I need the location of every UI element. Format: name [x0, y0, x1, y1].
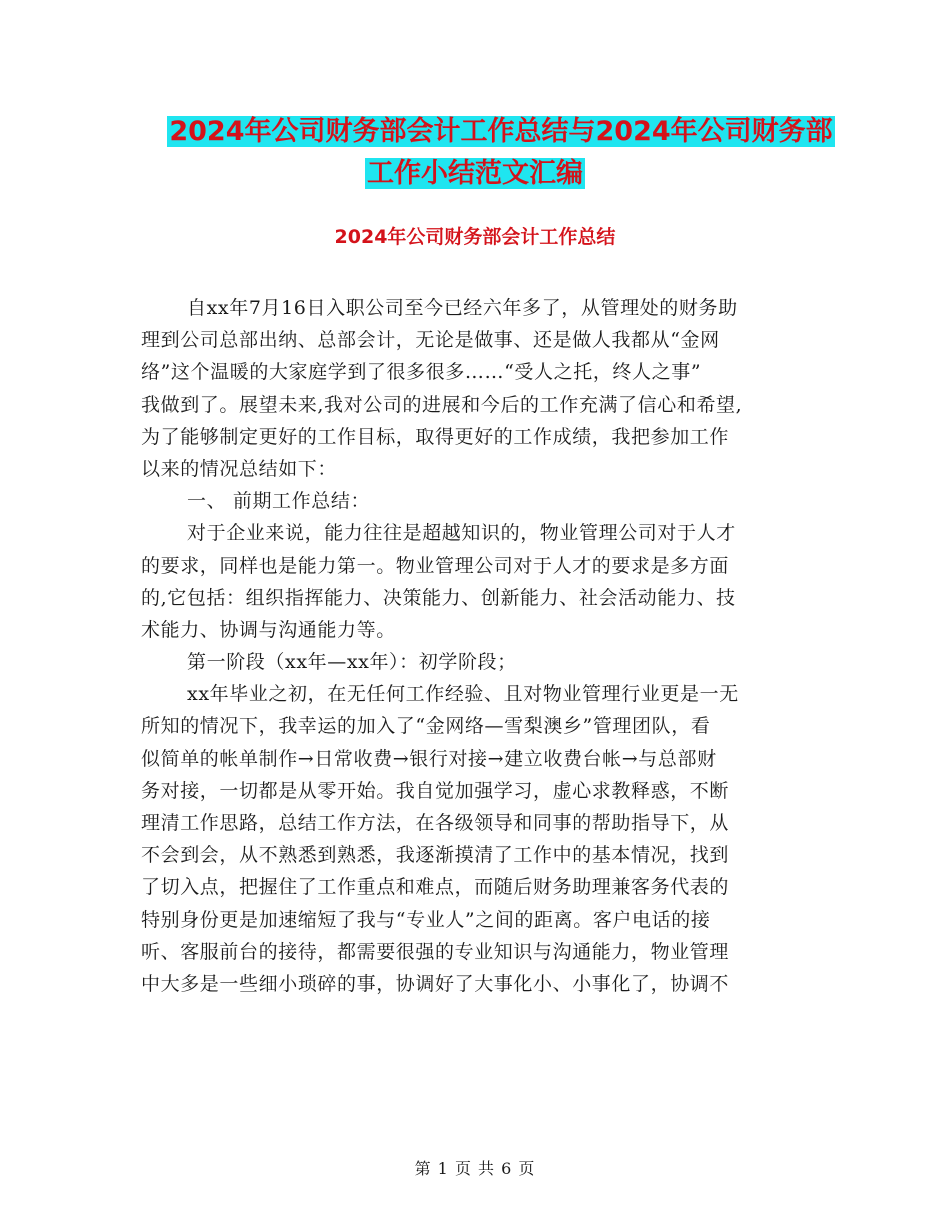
body-line: 不会到会，从不熟悉到熟悉，我逐渐摸清了工作中的基本情况，找到: [141, 844, 730, 867]
body-line: 特别身份更是加速缩短了我与“专业人”之间的距离。客户电话的接: [141, 908, 711, 931]
page-footer: 第 1 页 共 6 页: [414, 1159, 536, 1178]
document-title-text-1: 2024年公司财务部会计工作总结与2024年公司财务部: [169, 116, 833, 147]
body-line: xx年毕业之初，在无任何工作经验、且对物业管理行业更是一无: [187, 683, 739, 706]
body-line: 所知的情况下，我幸运的加入了“金网络—雪梨澳乡”管理团队，看: [141, 715, 711, 738]
body-line: 听、客服前台的接待，都需要很强的专业知识与沟通能力，物业管理: [141, 940, 730, 963]
body-line: 理清工作思路，总结工作方法，在各级领导和同事的帮助指导下，从: [141, 812, 730, 834]
body-line: 的,它包括：组织指挥能力、决策能力、创新能力、社会活动能力、技: [141, 586, 736, 609]
body-line: 似简单的帐单制作→日常收费→银行对接→建立收费台帐→与总部财: [141, 747, 717, 770]
document-title-text-2: 工作小结范文汇编: [367, 158, 583, 189]
body-line: 术能力、协调与沟通能力等。: [141, 618, 396, 641]
document-title-line-2: [0, 153, 950, 195]
stage-heading: 第一阶段（xx年—xx年）：初学阶段；: [187, 651, 517, 674]
document-title-line-1: [26, 111, 950, 153]
body-text: [141, 292, 821, 1000]
body-line: 了切入点，把握住了工作重点和难点，而随后财务助理兼客务代表的: [141, 876, 730, 899]
body-line: 理到公司总部出纳、总部会计，无论是做事、还是做人我都从“金网: [141, 329, 720, 352]
body-line: 以来的情况总结如下：: [141, 457, 338, 480]
body-line: 我做到了。展望未来,我对公司的进展和今后的工作充满了信心和希望,: [141, 393, 743, 416]
body-line: 络”这个温暖的大家庭学到了很多很多……“受人之托，终人之事”: [141, 361, 702, 384]
subsection-heading: 一、 前期工作总结：: [187, 490, 371, 513]
body-line: 对于企业来说，能力往往是超越知识的，物业管理公司对于人才: [187, 522, 736, 545]
body-line: 中大多是一些细小琐碎的事，协调好了大事化小、小事化了，协调不: [141, 972, 730, 995]
body-line: 自xx年7月16日入职公司至今已经六年多了，从管理处的财务助: [187, 297, 738, 319]
section-heading: 2024年公司财务部会计工作总结: [334, 226, 616, 248]
body-line: 务对接，一切都是从零开始。我自觉加强学习，虚心求教释惑，不断: [141, 779, 730, 802]
body-line: 的要求，同样也是能力第一。物业管理公司对于人才的要求是多方面: [141, 554, 730, 577]
body-line: 为了能够制定更好的工作目标，取得更好的工作成绩，我把参加工作: [141, 425, 730, 448]
